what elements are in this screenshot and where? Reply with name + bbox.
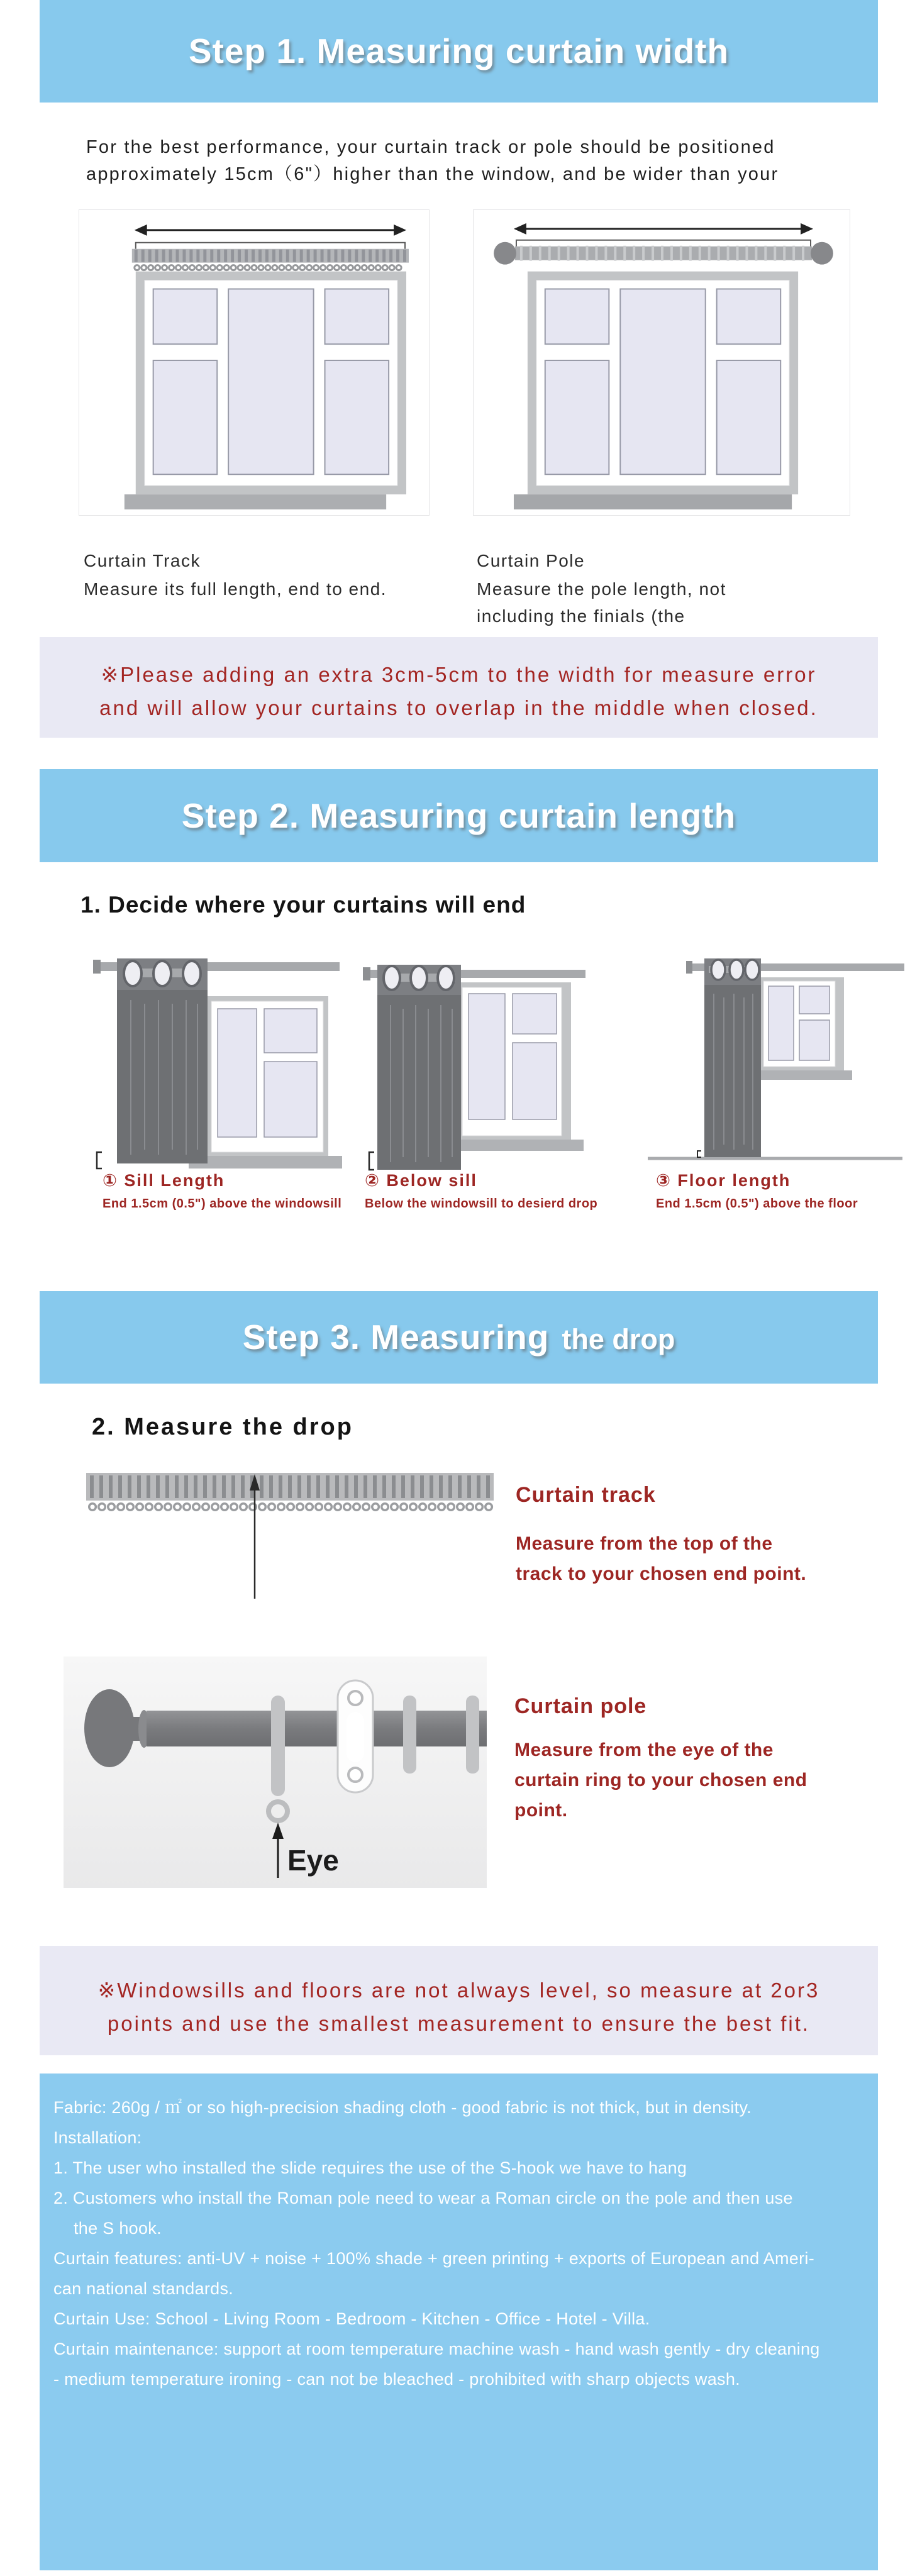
track-caption-title: Curtain Track — [84, 551, 201, 570]
windowsill — [447, 1140, 584, 1151]
window — [458, 982, 571, 1141]
step2-banner — [40, 769, 878, 862]
track-drop-line-2: track to your chosen end point. — [516, 1563, 807, 1584]
curtain — [117, 958, 208, 1163]
track-drop-illustration — [86, 1472, 494, 1602]
pole-caption-line-2: including the finials (the — [477, 606, 685, 626]
eye-label: Eye — [287, 1844, 339, 1877]
window-track-illustration — [79, 210, 429, 515]
level-note-line-1: ※Windowsills and floors are not always level, so measure at 2or3 — [97, 1979, 820, 2002]
footer-use: Curtain Use: School - Living Room - Bedroom - Kitchen - Office - Hotel - Villa. — [53, 2309, 650, 2328]
step1-banner-title: Step 1. Measuring curtain width — [188, 31, 730, 70]
window — [528, 272, 798, 495]
pole-caption — [477, 551, 726, 632]
sill-length-illustration — [93, 955, 345, 1174]
pole-drop-line-1: Measure from the eye of the — [514, 1740, 774, 1760]
eye-ring — [269, 1696, 287, 1821]
track-drop-line-1: Measure from the top of the — [516, 1533, 773, 1554]
level-note — [40, 1946, 878, 2055]
footer-features-1: Curtain features: anti-UV + noise + 100% shade + green printing + exports of European and Ameri- — [53, 2249, 815, 2268]
track-caption-line: Measure its full length, end to end. — [84, 579, 387, 599]
floor-length-title: ③ Floor length — [656, 1171, 791, 1190]
pole-drop-line-3: point. — [514, 1800, 568, 1821]
step2-banner-title: Step 2. Measuring curtain length — [181, 796, 736, 835]
measure-tick — [369, 1152, 374, 1170]
below-sill-illustration — [362, 955, 589, 1174]
window — [206, 996, 328, 1157]
below-sill-label — [365, 1171, 597, 1211]
width-arrow — [135, 225, 406, 236]
step3-banner-title-sub: the drop — [562, 1323, 675, 1355]
windowsill — [752, 1070, 852, 1080]
footer-fabric: Fabric: 260g / ㎡ or so high-precision shading cloth - good fabric is not thick, but in density. — [53, 2098, 752, 2117]
footer-install-2: 2. Customers who install the Roman pole need to wear a Roman circle on the pole and then use — [53, 2189, 793, 2207]
step1-banner — [40, 0, 878, 103]
pole-drop-title: Curtain pole — [514, 1694, 647, 1718]
window — [760, 977, 844, 1070]
footer-installation: Installation: — [53, 2128, 142, 2147]
measure-bracket — [136, 243, 405, 249]
wall-bracket — [338, 1680, 373, 1792]
measure-drop-heading: 2. Measure the drop — [92, 1414, 353, 1440]
pole-drop-illustration — [64, 1657, 487, 1888]
below-sill-desc: Below the windowsill to desierd drop — [365, 1197, 598, 1211]
level-note-line-2: points and use the smallest measurement to ensure the best fit. — [107, 2012, 811, 2035]
width-note-line-1: ※Please adding an extra 3cm-5cm to the width for measure error — [101, 663, 817, 686]
step3-banner-title-main: Step 3. Measuring — [242, 1318, 550, 1357]
step3-banner — [40, 1291, 878, 1384]
track-drop-text — [516, 1483, 806, 1589]
window-pole-figure — [473, 209, 850, 516]
sill-length-title: ① Sill Length — [103, 1171, 225, 1190]
curtain — [704, 958, 761, 1157]
width-note — [40, 637, 878, 738]
windowsill — [189, 1156, 342, 1169]
pole-caption-title: Curtain Pole — [477, 551, 585, 570]
curtain-pole-bar — [494, 242, 833, 265]
track-caption — [84, 551, 387, 605]
footer-install-1: 1. The user who installed the slide requires the use of the S-hook we have to hang — [53, 2158, 687, 2177]
windowsill — [125, 494, 386, 509]
below-sill-title: ② Below sill — [365, 1171, 477, 1190]
sill-length-label — [103, 1171, 341, 1211]
decide-end-heading: 1. Decide where your curtains will end — [80, 892, 526, 918]
sill-length-desc: End 1.5cm (0.5") above the windowsill — [103, 1197, 342, 1211]
pole-drop-text — [514, 1694, 807, 1826]
width-note-line-2: and will allow your curtains to overlap in the middle when closed. — [99, 696, 818, 719]
pole-drop-line-2: curtain ring to your chosen end — [514, 1770, 807, 1790]
floor-length-illustration — [645, 955, 906, 1174]
pole-caption-line-1: Measure the pole length, not — [477, 579, 726, 599]
curtain — [377, 965, 461, 1170]
measure-tick — [97, 1152, 102, 1169]
window-track-figure — [79, 209, 430, 516]
product-info-footer — [40, 2074, 878, 2570]
intro-paragraph — [86, 134, 860, 188]
footer-features-2: can national standards. — [53, 2279, 234, 2298]
windowsill — [514, 494, 792, 509]
footer-maintenance-1: Curtain maintenance: support at room temperature machine wash - hand wash gently - dry cleaning — [53, 2340, 820, 2358]
footer-maintenance-2: - medium temperature ironing - can not be bleached - prohibited with sharp objects wash. — [53, 2370, 740, 2389]
window-pole-illustration — [474, 210, 850, 515]
window — [136, 272, 406, 495]
pole — [147, 1711, 487, 1746]
intro-line-1: For the best performance, your curtain track or pole should be positioned — [86, 137, 775, 157]
intro-line-2: approximately 15cm（6"）higher than the window, and be wider than your — [86, 164, 779, 184]
width-arrow — [514, 223, 813, 235]
track-drop-title: Curtain track — [516, 1483, 656, 1507]
measure-bracket — [516, 240, 811, 247]
floor-length-desc: End 1.5cm (0.5") above the floor — [656, 1197, 858, 1211]
floor-length-label — [656, 1171, 858, 1211]
measure-tick — [697, 1151, 701, 1157]
footer-install-2b: the S hook. — [74, 2219, 162, 2238]
curtain-track-bar — [132, 249, 409, 268]
